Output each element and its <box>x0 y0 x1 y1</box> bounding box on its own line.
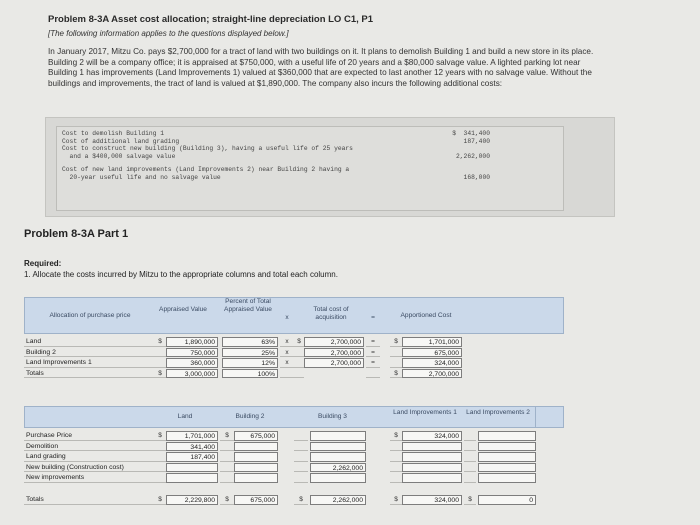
land-cost-input[interactable]: 187,400 <box>166 452 218 462</box>
land-improvements1-cost-input[interactable]: 324,000 <box>402 495 462 505</box>
cost-row-label: Purchase Price <box>24 431 154 441</box>
dollar-sign <box>464 431 476 441</box>
dollar-sign <box>464 442 476 452</box>
allocation-row-label: Land Improvements 1 <box>24 358 154 368</box>
land-improvements2-cost-input[interactable] <box>478 452 536 462</box>
dollar-sign: $ <box>294 337 304 347</box>
dollar-sign <box>154 452 166 462</box>
dollar-sign: $ <box>390 369 402 379</box>
dollar-sign <box>390 452 402 462</box>
allocation-row-label: Land <box>24 337 154 347</box>
dollar-sign <box>294 473 308 483</box>
building2-cost-input[interactable] <box>234 442 278 452</box>
dollar-sign: $ <box>154 495 166 505</box>
header-total-cost: Total cost of acquisition <box>313 306 349 321</box>
building2-cost-input[interactable] <box>234 452 278 462</box>
cost-row-label: Land grading <box>24 452 154 462</box>
dollar-sign <box>390 463 402 473</box>
dollar-sign <box>294 442 308 452</box>
appraised-value-input[interactable]: 1,890,000 <box>166 337 218 347</box>
total-cost-input[interactable]: 2,700,000 <box>304 348 364 358</box>
equals-sign: = <box>366 358 380 368</box>
equals-sign: = <box>366 337 380 347</box>
building2-cost-input[interactable]: 675,000 <box>234 495 278 505</box>
dollar-sign <box>220 442 234 452</box>
dollar-sign: $ <box>220 431 234 441</box>
dollar-sign <box>220 452 234 462</box>
building3-cost-input[interactable] <box>310 431 366 441</box>
dollar-sign <box>294 369 304 379</box>
times-sign: x <box>280 348 294 358</box>
allocation-row-label: Building 2 <box>24 348 154 358</box>
cost-row-label: Demolition <box>24 442 154 452</box>
part-heading: Problem 8-3A Part 1 <box>24 228 129 240</box>
times-sign <box>280 369 294 379</box>
apportioned-cost-input[interactable]: 1,701,000 <box>402 337 462 347</box>
dollar-sign <box>390 442 402 452</box>
dollar-sign <box>154 358 166 368</box>
dollar-sign <box>464 452 476 462</box>
cost-line-label: Cost of additional land grading <box>62 137 180 145</box>
header-equals: = <box>371 314 375 321</box>
header-percent: Percent of Total Appraised Value <box>224 298 272 313</box>
header-apportioned: Apportioned Cost <box>400 312 452 319</box>
land-cost-input[interactable]: 341,400 <box>166 442 218 452</box>
land-cost-input[interactable]: 1,701,000 <box>166 431 218 441</box>
cost-line-label: Cost to construct new building (Building 3), having a useful life of 25 years <box>62 145 353 153</box>
dollar-sign <box>294 431 308 441</box>
building2-cost-input[interactable] <box>234 473 278 483</box>
header-land-improvements-1: Land Improvements 1 <box>393 409 457 416</box>
dollar-sign <box>220 463 234 473</box>
building3-cost-input[interactable] <box>310 452 366 462</box>
land-improvements2-cost-input[interactable] <box>478 463 536 473</box>
dollar-sign: $ <box>154 337 166 347</box>
cost-row-label: New building (Construction cost) <box>24 463 154 473</box>
dollar-sign: $ <box>294 495 308 505</box>
cost-line-label: 20-year useful life and no salvage value <box>62 173 221 181</box>
allocation-row-label: Totals <box>24 369 154 379</box>
dollar-sign <box>294 348 304 358</box>
cost-row-label: Totals <box>24 495 154 505</box>
dollar-sign: $ <box>390 337 402 347</box>
land-improvements1-cost-input[interactable] <box>402 473 462 483</box>
total-cost-input[interactable]: 2,700,000 <box>304 337 364 347</box>
total-cost-input[interactable]: 2,700,000 <box>304 358 364 368</box>
appraised-value-input[interactable]: 750,000 <box>166 348 218 358</box>
building3-cost-input[interactable]: 2,262,000 <box>310 495 366 505</box>
percent-input[interactable]: 12% <box>222 358 278 368</box>
header-building2: Building 2 <box>235 413 265 420</box>
building3-cost-input[interactable] <box>310 473 366 483</box>
header-times: x <box>285 314 289 321</box>
cost-row-label: New improvements <box>24 473 154 483</box>
dollar-sign: $ <box>464 495 476 505</box>
dollar-sign <box>154 442 166 452</box>
cost-line-label: and a $400,000 salvage value <box>62 152 176 160</box>
dollar-sign <box>294 463 308 473</box>
times-sign: x <box>280 337 294 347</box>
land-improvements2-cost-input[interactable]: 0 <box>478 495 536 505</box>
building3-cost-input[interactable] <box>310 442 366 452</box>
percent-input[interactable]: 100% <box>222 369 278 379</box>
header-building3: Building 3 <box>318 413 347 420</box>
building3-cost-input[interactable]: 2,262,000 <box>310 463 366 473</box>
dollar-sign <box>390 358 402 368</box>
cost-line-value: 168,000 <box>463 173 490 181</box>
dollar-sign <box>464 473 476 483</box>
dollar-sign <box>390 348 402 358</box>
problem-paragraph: In January 2017, Mitzu Co. pays $2,700,000 for a tract of land with two buildings on it. It plans to demolish Building 1 and build a new store in its place. Building 2 will be a company office; it is appraised at $750,000, with a useful life of 20 years and a $80,000 salvage value. A lighted parking lot near Building 1 has improvements (Land Improvements 1) valued at $360,000 that are expected to last another 12 years with no salvage value. Without the buildings and improvements, the tract of land is valued at $1,890,000. The company also incurs the following additional costs: <box>48 47 594 88</box>
times-sign: x <box>280 358 294 368</box>
land-improvements1-cost-input[interactable] <box>402 442 462 452</box>
percent-input[interactable]: 63% <box>222 337 278 347</box>
dollar-sign <box>154 348 166 358</box>
dollar-sign <box>390 473 402 483</box>
header-allocation: Allocation of purchase price <box>49 312 131 319</box>
apportioned-cost-input[interactable]: 2,700,000 <box>402 369 462 379</box>
land-improvements2-cost-input[interactable] <box>478 473 536 483</box>
dollar-sign: $ <box>390 431 402 441</box>
land-improvements1-cost-input[interactable] <box>402 452 462 462</box>
dollar-sign <box>294 358 304 368</box>
dollar-sign: $ <box>154 369 166 379</box>
dollar-sign <box>154 463 166 473</box>
dollar-sign: $ <box>154 431 166 441</box>
building2-cost-input[interactable] <box>234 463 278 473</box>
dollar-sign <box>154 473 166 483</box>
cost-line-value: 187,400 <box>463 137 490 145</box>
percent-input[interactable]: 25% <box>222 348 278 358</box>
dollar-sign: $ <box>220 495 234 505</box>
building2-cost-input[interactable]: 675,000 <box>234 431 278 441</box>
land-improvements2-cost-input[interactable] <box>478 442 536 452</box>
header-land: Land <box>177 413 193 420</box>
equals-sign <box>366 369 380 379</box>
header-land-improvements-2: Land Improvements 2 <box>466 409 530 416</box>
cost-line-label: Cost of new land improvements (Land Improvements 2) near Building 2 having a <box>62 166 350 173</box>
apportioned-cost-input[interactable]: 675,000 <box>402 348 462 358</box>
dollar-sign <box>294 452 308 462</box>
header-appraised: Appraised Value <box>159 306 207 313</box>
land-cost-input[interactable] <box>166 463 218 473</box>
cost-line-value: $ 341,400 <box>452 130 490 137</box>
land-cost-input[interactable]: 2,229,800 <box>166 495 218 505</box>
land-cost-input[interactable] <box>166 473 218 483</box>
equals-sign: = <box>366 348 380 358</box>
dollar-sign <box>220 473 234 483</box>
intro-note: [The following information applies to the questions displayed below.] <box>48 29 289 38</box>
land-improvements1-cost-input[interactable] <box>402 463 462 473</box>
required-label: Required: <box>24 259 62 268</box>
dollar-sign <box>464 463 476 473</box>
cost-line-value: 2,262,000 <box>455 152 490 160</box>
appraised-value-input[interactable]: 3,000,000 <box>166 369 218 379</box>
apportioned-cost-input[interactable]: 324,000 <box>402 358 462 368</box>
cost-line-label: Cost to demolish Building 1 <box>62 130 165 137</box>
dollar-sign: $ <box>390 495 402 505</box>
land-improvements2-cost-input[interactable] <box>478 431 536 441</box>
land-improvements1-cost-input[interactable]: 324,000 <box>402 431 462 441</box>
appraised-value-input[interactable]: 360,000 <box>166 358 218 368</box>
problem-title: Problem 8-3A Asset cost allocation; straight-line depreciation LO C1, P1 <box>48 14 374 25</box>
instruction-text: 1. Allocate the costs incurred by Mitzu to the appropriate columns and total each column. <box>24 270 338 279</box>
